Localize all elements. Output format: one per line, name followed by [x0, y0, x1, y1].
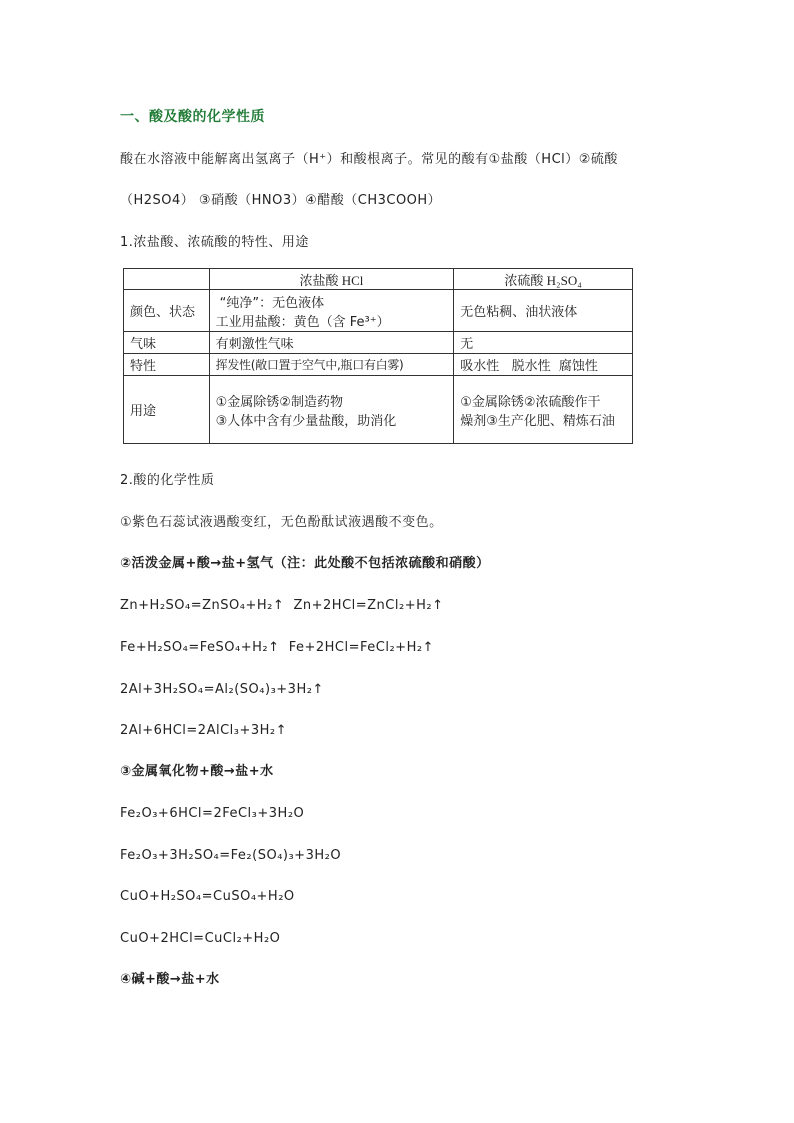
- equation: Fe₂O₃+3H₂SO₄=Fe₂(SO₄)₃+3H₂O: [120, 848, 342, 863]
- row-hcl-cell: [209, 376, 454, 444]
- row-h2so4-cell: 无: [454, 332, 633, 354]
- acid-properties-table: [123, 268, 633, 444]
- property-4-title: ④碱+酸→盐+水: [120, 972, 220, 987]
- hcl-text-line: “纯净”：无色液体: [219, 295, 325, 311]
- row-label: 气味: [124, 332, 210, 354]
- row-hcl-cell: 有刺激性气味: [209, 332, 454, 354]
- row-h2so4-cell: 无色粘稠、油状液体: [454, 290, 633, 332]
- table-corner-cell: [124, 269, 210, 290]
- row-hcl-cell: 挥发性(敞口置于空气中,瓶口有白雾): [209, 354, 454, 376]
- equation: CuO+2HCl=CuCl₂+H₂O: [120, 931, 281, 946]
- row-label: 用途: [124, 376, 210, 444]
- row-h2so4-cell: [454, 376, 633, 444]
- equation: 2Al+6HCl=2AlCl₃+3H₂↑: [120, 723, 288, 738]
- h2so4-text-line: 燥剂③生产化肥、精炼石油: [460, 413, 615, 429]
- equation: CuO+H₂SO₄=CuSO₄+H₂O: [120, 889, 295, 904]
- header-h2so4: 浓硫酸 H₂SO₄: [454, 269, 633, 290]
- property-2-title: ②活泼金属+酸→盐+氢气（注：此处酸不包括浓硫酸和硝酸）: [120, 556, 490, 571]
- equation: Fe+H₂SO₄=FeSO₄+H₂↑ Fe+2HCl=FeCl₂+H₂↑: [120, 640, 434, 655]
- property-3-title: ③金属氧化物+酸→盐+水: [120, 764, 274, 779]
- equation: Fe₂O₃+6HCl=2FeCl₃+3H₂O: [120, 806, 305, 821]
- hcl-text-line: ③人体中含有少量盐酸，助消化: [215, 413, 397, 429]
- table-row: [124, 354, 633, 376]
- row-label: 特性: [124, 354, 210, 376]
- subsection-title-1: 1.浓盐酸、浓硫酸的特性、用途: [120, 235, 309, 250]
- intro-line-2: （H2SO4） ③硝酸（HNO3）④醋酸（CH3COOH）: [120, 193, 442, 208]
- table-row: [124, 332, 633, 354]
- table-header-row: [124, 269, 633, 290]
- property-1: ①紫色石蕊试液遇酸变红，无色酚酞试液遇酸不变色。: [120, 515, 443, 530]
- table-row: [124, 376, 633, 444]
- header-hcl: 浓盐酸 HCl: [209, 269, 454, 290]
- table-row: [124, 290, 633, 332]
- row-hcl-cell: [209, 290, 454, 332]
- hcl-text-line: 工业用盐酸：黄色（含 Fe³⁺）: [215, 314, 390, 330]
- row-h2so4-cell: 吸水性 脱水性 腐蚀性: [454, 354, 633, 376]
- equation: Zn+H₂SO₄=ZnSO₄+H₂↑ Zn+2HCl=ZnCl₂+H₂↑: [120, 598, 444, 613]
- hcl-text-line: ①金属除锈②制造药物: [215, 394, 343, 410]
- row-label: 颜色、状态: [124, 290, 210, 332]
- equation: 2Al+3H₂SO₄=Al₂(SO₄)₃+3H₂↑: [120, 682, 324, 697]
- section-title: 一、酸及酸的化学性质: [120, 109, 265, 125]
- subsection-title-2: 2.酸的化学性质: [120, 473, 215, 488]
- intro-line-1: 酸在水溶液中能解离出氢离子（H⁺）和酸根离子。常见的酸有①盐酸（HCl）②硫酸: [120, 152, 618, 167]
- h2so4-text-line: ①金属除锈②浓硫酸作干: [460, 394, 601, 410]
